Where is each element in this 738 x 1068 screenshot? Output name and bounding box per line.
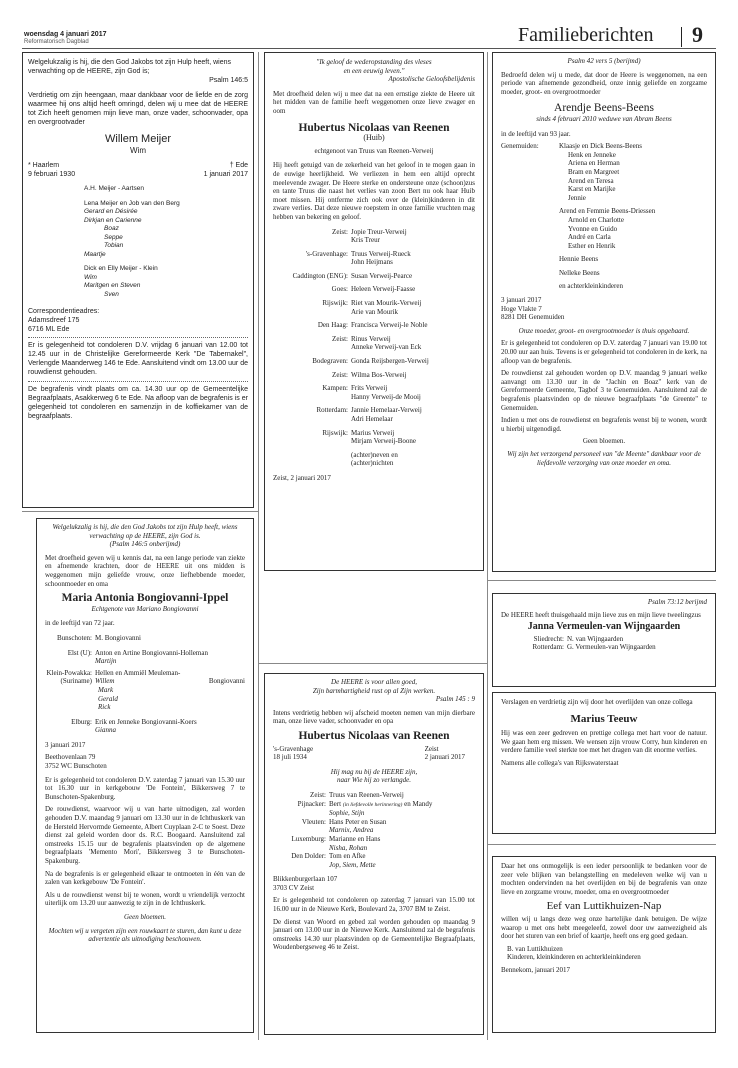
relative-place: Goes: xyxy=(331,285,348,294)
widow-line: sinds 4 februari 2010 weduwe van Abram Beens xyxy=(536,114,672,123)
address-street: Adamsdreef 175 xyxy=(28,317,80,324)
relative-name: Rinus Verweij xyxy=(351,334,391,343)
relative-names: N. van Wijngaarden xyxy=(567,634,624,643)
family-list xyxy=(28,185,248,299)
address-city: 3752 WC Bunschoten xyxy=(45,762,107,771)
relative-names xyxy=(351,384,475,401)
closing-note: Mochten wij u vergeten zijn een rouwkaart te sturen, dan kunt u deze advertentie als uitnodiging beschouwen. xyxy=(48,926,242,944)
relative-couple: Anton en Artine Bongiovanni-Holleman xyxy=(95,648,208,657)
relative-place: 's-Gravenhage: xyxy=(305,249,348,258)
quote-line: en een eeuwig leven." xyxy=(343,66,405,75)
age-line: in de leeftijd van 93 jaar. xyxy=(501,129,571,138)
relative-name: Wilma Bos-Verweij xyxy=(351,370,407,379)
grandchildren-list xyxy=(45,686,245,712)
motto xyxy=(273,768,475,785)
relative-row xyxy=(273,835,475,852)
relative-names xyxy=(351,371,475,380)
relative-name: Heleen Verweij-Faasse xyxy=(351,285,416,294)
relative-place: Caddington (ENG): xyxy=(292,271,348,280)
tribute-text: Hij was een zeer gedreven en prettige collega met hart voor de natuur. We gaan hem erg missen. We wensen zijn vrouw Corry, hun kinderen en verdere familie veel sterkte toe met het dragen van dit enorme verlies. xyxy=(501,729,707,755)
relative-place: Rijswijk: xyxy=(322,299,348,308)
relative-name: en Mandy xyxy=(404,799,433,808)
deceased-name: Hubertus Nicolaas van Reenen xyxy=(298,729,450,742)
motto-line: Hij mag nu bij de HEERE zijn, xyxy=(330,767,418,776)
family-member: Jennie xyxy=(568,193,586,202)
divider xyxy=(28,337,248,338)
page-number: 9 xyxy=(692,22,703,47)
family-member: en achterkleinkinderen xyxy=(559,282,623,291)
relative-place: Bunschoten: xyxy=(57,633,92,642)
family-member: Bram en Margreet xyxy=(568,167,620,176)
relative-name: Susan Verweij-Pearce xyxy=(351,271,413,280)
psalm-reference: Psalm 73:12 berijmd xyxy=(647,598,707,606)
deceased-name: Maria Antonia Bongiovanni-Ippel xyxy=(61,592,229,605)
condolence-info: Er is gelegenheid tot condoleren D.V. zaterdag 7 januari van 15.30 uur tot 16.30 uur in kerkgebouw 'De Fontein', Bikkersweg 7 te Bunschoten-Spakenburg. xyxy=(45,775,245,801)
section-title: Familieberichten xyxy=(518,24,654,46)
address-street: Blikkenburgerlaan 107 xyxy=(273,875,338,884)
relative-names xyxy=(351,299,475,316)
relative-couple: Hans Peter en Susan xyxy=(329,817,387,826)
relative-place: Den Haag: xyxy=(317,321,348,330)
relative-place: Luxemburg: xyxy=(291,834,326,843)
announcement-intro: Intens verdrietig hebben wij afscheid moeten nemen van mijn dierbare man, onze lieve vader, schoonvader en opa xyxy=(273,708,475,726)
age-line: in de leeftijd van 72 jaar. xyxy=(45,619,115,628)
relative-name: Francisca Verweij-le Noble xyxy=(351,321,428,330)
relative-names: G. Vermeulen-van Wijngaarden xyxy=(567,643,656,652)
ad-wijngaarden xyxy=(492,593,716,687)
relative-couple: Tom en Afke xyxy=(329,852,366,861)
row-rule-right-2 xyxy=(488,844,716,845)
condolence-info: Er is gelegenheid tot condoleren op zaterdag 7 januari van 15.00 tot 16.00 uur in de Nieuwe Kerk, Boulevard 2a, 3707 BM te Zeist. xyxy=(273,896,475,914)
address xyxy=(273,875,475,892)
row-rule-right-1 xyxy=(488,580,716,581)
relative-names xyxy=(351,335,475,352)
relative-row xyxy=(273,818,475,835)
row-rule-left xyxy=(22,511,258,512)
relative-row xyxy=(501,635,707,644)
address-city: 6716 ML Ede xyxy=(28,326,70,333)
header-separator xyxy=(681,27,682,47)
lying-in-state: Onze moeder, groot- en overgrootmoeder is thuis opgebaard. xyxy=(518,326,690,335)
announcement-intro: Verdrietig om zijn heengaan, maar dankbaar voor de liefde en de zorg waarmee hij ons altijd heeft omringd, delen wij u mee dat de HEERE tot Zich heeft genomen mijn lieve man, onze vader, schoonvader, opa en overgrootvader xyxy=(28,92,248,126)
thanks-text: willen wij u langs deze weg onze hartelijke dank betuigen. De wijze waarop u met ons hebt meegeleefd, zowel door uw aanwezigheid als door het sturen van een brief of kaartje, heeft ons erg goed gedaan. xyxy=(501,914,707,941)
family-member: Maritgen en Steven xyxy=(84,282,141,289)
birth-death-row xyxy=(28,161,248,170)
family-member: Karst en Marijke xyxy=(568,185,616,194)
condolence-info: Er is gelegenheid tot condoleren op D.V. zaterdag 7 januari van 19.00 tot 20.00 uur aan huis. Tevens is er gelegenheid tot condoleren in de kerk, na afloop van de begrafenis. xyxy=(501,339,707,365)
quote-line: "Ik geloof de wederopstanding des vleses xyxy=(316,58,432,66)
relative-name: Anneke Verweij-van Eck xyxy=(351,343,422,352)
grandchild: Mark xyxy=(98,685,114,694)
relative-place: Zeist: xyxy=(332,334,348,343)
family-member: Lena Meijer en Job van den Berg xyxy=(84,199,180,207)
death-date: 1 januari 2017 xyxy=(203,171,248,178)
relative-names xyxy=(351,228,475,245)
creed-quote xyxy=(273,58,475,75)
relative-row xyxy=(273,357,475,366)
psalm-reference: Psalm 146:5 xyxy=(209,77,248,84)
family-list xyxy=(559,142,707,291)
relative-name: Marius Verweij xyxy=(351,428,395,437)
grandchildren: Jop, Siem, Mette xyxy=(329,860,376,869)
family-member: Arend en Teresa xyxy=(568,176,614,185)
ad-teeuw xyxy=(492,692,716,834)
spouse-line: Echtgenote van Mariano Bongiovanni xyxy=(91,604,199,613)
relative-name: Frits Verweij xyxy=(351,384,388,393)
relative-names xyxy=(351,285,475,294)
grandchildren: Marnix, Andrea xyxy=(329,826,374,835)
relative-names xyxy=(95,677,245,686)
deceased-nickname: Wim xyxy=(130,146,146,155)
after-funeral-info: Na de begrafenis is er gelegenheid elkaar te ontmoeten in één van de zalen van kerkgebouw 'De Fontein'. xyxy=(45,869,245,887)
relative-row xyxy=(273,299,475,316)
family-member: Tobian xyxy=(104,242,124,249)
relative-names xyxy=(351,250,475,267)
memorial-note: (in liefdevolle herinnering) xyxy=(342,801,403,808)
relative-place: Vleuten: xyxy=(301,817,326,826)
address-street: Beethovenlaan 79 xyxy=(45,753,96,762)
family-member: Arend en Femmie Beens-Driessen xyxy=(559,207,656,216)
relative-place: Rotterdam: xyxy=(316,406,348,415)
thanks-intro: Daar het ons onmogelijk is een ieder persoonlijk te bedanken voor de zeer vele blijken van belangstelling en medeleven welke wij van u mochten ondervinden na het overlijden en bij de begrafenis van onze lieve en zorgzame vrouw, moeder, oma en overgrootmoeder xyxy=(501,862,707,896)
announcement-intro: Verslagen en verdrietig zijn wij door het overlijden van onze collega xyxy=(501,698,693,706)
death xyxy=(425,745,465,762)
family-member: Boaz xyxy=(104,225,119,232)
announcement-intro: Bedroefd delen wij u mede, dat door de Heere is weggenomen, na een periode van afnemende gezondheid, onze innig geliefde en zorgzame moeder, groot- en overgrootmoeder xyxy=(501,70,707,96)
relative-place: Bodegraven: xyxy=(312,357,348,366)
relative-couple: Erik en Jenneke Bongiovanni-Koers xyxy=(95,717,197,726)
family-member: Hennie Beens xyxy=(559,255,599,264)
family-member: Klaasje en Dick Beens-Beens xyxy=(559,142,642,151)
newspaper-name: Reformatorisch Dagblad xyxy=(24,39,89,45)
family-member: Esther en Henrik xyxy=(568,241,616,250)
ad-bongiovanni xyxy=(36,518,254,1033)
family-member: Arnold en Charlotte xyxy=(568,215,624,224)
place-date: Zeist, 2 januari 2017 xyxy=(273,473,331,482)
family-member: André en Carla xyxy=(568,233,611,242)
relative-child: Willem xyxy=(95,677,115,686)
relatives-list xyxy=(273,228,475,468)
relative-name: Kris Treur xyxy=(351,236,380,245)
signature: Namens alle collega's van Rijkswaterstaat xyxy=(501,758,619,767)
relative-names xyxy=(329,818,475,835)
relative-names xyxy=(351,406,475,423)
psalm-reference: Psalm 42 vers 5 (berijmd) xyxy=(567,57,641,65)
birth-date: 18 juli 1934 xyxy=(273,753,307,762)
ad-nap xyxy=(492,856,716,1033)
place-date: Bennekom, januari 2017 xyxy=(501,965,571,974)
relative-names: Truus van Reenen-Verweij xyxy=(329,790,404,799)
relative-name: Bert xyxy=(329,799,342,808)
family-place: Genemuiden: xyxy=(501,142,539,151)
relative-child: Martijn xyxy=(95,657,117,666)
deceased-name: Marius Teeuw xyxy=(570,712,638,725)
relative-place: Rijswijk: xyxy=(322,428,348,437)
deceased-name: Arendje Beens-Beens xyxy=(554,102,654,115)
family-member: Yvonne en Guido xyxy=(568,224,618,233)
family-member: Ariena en Herman xyxy=(568,159,620,168)
relative-place: Elburg: xyxy=(71,717,92,726)
relative-place: Elst (U): xyxy=(67,648,92,657)
relative-name: (achter)nichten xyxy=(351,459,394,468)
signatures xyxy=(501,945,707,962)
signature: B. van Luttikhuizen xyxy=(507,944,563,953)
verse-line: Zijn barmhartigheid rust op al Zijn werken. xyxy=(312,686,436,695)
relative-row xyxy=(273,451,475,468)
relative-name: Jopie Treur-Verweij xyxy=(351,227,407,236)
ad-van-reenen-family xyxy=(264,52,484,571)
grandchild: Gerald xyxy=(98,694,118,703)
birth-date: 9 februari 1930 xyxy=(28,171,76,178)
relative-name: Adri Hemelaar xyxy=(351,415,393,423)
tribute-text: Hij heeft getuigd van de zekerheid van het geloof in te mogen gaan in de euwige heerlijkheid. We verliezen in hem een altijd oprecht meelevende zwager. De Heere sterke en ondersteune onze (schoon)zus en tante Truus die naast het verlies van zoon Bert nu ook haar Huib moet missen. Hij ontferme zich ook over de (klein)kinderen in dit zware verlies. Dat deze nieuwe roepstem in onze familie vruchten mag hebben van bekering en geloof. xyxy=(273,161,475,221)
attendance-request: Als u de rouwdienst wenst bij te wonen, wordt u vriendelijk verzocht uiterlijk om 13.20 uur aanwezig te zijn in de Ichthuskerk. xyxy=(45,890,245,908)
relative-name: Arie van Mourik xyxy=(351,307,399,316)
service-info: De dienst van Woord en gebed zal worden gehouden op maandag 9 januari om 13.00 uur in de Nieuwe Kerk. Aansluitend zal de begrafenis omstreeks 14.30 uur plaatsvinden op de Gemeentelijke Begraafplaats, Woudenbergseweg 46 te Zeist. xyxy=(273,917,475,952)
relative-name: Mirjam Verweij-Boone xyxy=(351,437,416,446)
invitation: Indien u met ons de rouwdienst en begrafenis wenst bij te wonen, wordt u hierbij uitgenodigd. xyxy=(501,416,707,433)
relative-names xyxy=(329,852,475,869)
relative-row xyxy=(273,429,475,446)
relative-place: Den Dolder: xyxy=(291,852,326,861)
death-place: Zeist xyxy=(424,744,439,753)
ad-van-reenen-wife xyxy=(264,673,484,1035)
address-city: 3703 CV Zeist xyxy=(273,883,315,892)
announcement-intro: Met droefheid geven wij u kennis dat, na een lange periode van ziekte en afnemende krachten, door de HEERE uit ons midden is weggenomen mijn geliefde vrouw, onze liefhebbende moeder, schoonmoeder en oma xyxy=(45,553,245,588)
address-street: Hoge Vlakte 7 xyxy=(501,304,542,313)
funeral-info: De begrafenis vindt plaats om ca. 14.30 uur op de Gemeentelijke Begraafplaats, Asakkerweg 6 te Ede. Na afloop van de begrafenis is er gelegenheid tot condoleren en samenzijn in de koffiekamer van de begraafplaats. xyxy=(28,386,248,420)
relative-row xyxy=(273,335,475,352)
relative-place: Zeist: xyxy=(332,370,348,379)
relative-name: Riet van Mourik-Verweij xyxy=(351,299,422,308)
header-rule xyxy=(22,48,716,49)
address-label: Correspondentieadres: xyxy=(28,308,100,315)
bible-verse xyxy=(273,678,475,695)
relative-names: M. Bongiovanni xyxy=(95,633,141,642)
relative-place: Rotterdam: xyxy=(532,643,564,652)
relative-row xyxy=(273,791,475,800)
service-info: De rouwdienst zal gehouden worden op D.V. maandag 9 januari welke aanvangt om 13.30 uur in de "Jachin en Boaz" kerk van de Gereformeerde Gemeente, Tagbof 3 te Genemuiden. Aansluitend zal de begrafenis plaatsvinden op de nieuwe begraafplaats "de Greente" te Genemuiden. xyxy=(501,369,707,412)
relative-row-continued xyxy=(45,677,245,686)
relative-row xyxy=(273,272,475,281)
relative-names xyxy=(95,718,245,735)
divider xyxy=(28,381,248,382)
birth xyxy=(273,745,313,762)
deceased-nickname: (Huib) xyxy=(363,133,385,143)
relative-row xyxy=(273,371,475,380)
relative-names xyxy=(351,272,475,281)
relative-row xyxy=(45,634,245,643)
announcement-intro: De HEERE heeft thuisgehaald mijn lieve zus en mijn lieve tweelingzus xyxy=(501,610,701,619)
relative-surname: Bongiovanni xyxy=(208,677,245,686)
column-rule-right xyxy=(487,52,488,1040)
family-member: Wim xyxy=(84,273,97,281)
family-member: Henk en Jenneke xyxy=(568,150,616,159)
signature: Kinderen, kleinkinderen en achterkleinkinderen xyxy=(507,953,641,962)
date-address xyxy=(501,296,707,322)
relative-place: Kampen: xyxy=(322,384,348,393)
relative-place: Zeist: xyxy=(332,227,348,236)
condolence-info: Er is gelegenheid tot condoleren D.V. vrijdag 6 januari van 12.00 tot 12.45 uur in de Christelijke Gereformeerde Kerk "De Tabernakel", Verlengde Maanderweg 146 te Ede. Aansluitend vindt om 13.00 uur de rouwdienst gehouden. xyxy=(28,342,248,376)
spouse-line: echtgenoot van Truus van Reenen-Verweij xyxy=(314,146,434,155)
relative-row xyxy=(45,669,245,678)
family-member: Maartje xyxy=(84,250,106,258)
no-flowers: Geen bloemen. xyxy=(124,912,166,921)
relative-names xyxy=(329,835,475,852)
birth-place: * Haarlem xyxy=(28,162,60,169)
family-member: Seppe xyxy=(104,233,123,241)
relative-row xyxy=(45,718,245,735)
relative-name: Gonda Reijsbergen-Verweij xyxy=(351,357,429,366)
row-rule-mid xyxy=(259,663,487,664)
family-member: Dick en Elly Meijer - Klein xyxy=(84,265,158,272)
grandchildren: Nisha, Rohan xyxy=(329,843,368,852)
relative-names xyxy=(351,321,475,330)
correspondence-address xyxy=(28,307,248,334)
service-info: De rouwdienst, waarvoor wij u van harte uitnodigen, zal worden gehouden D.V. maandag 9 januari om 13.30 uur in de Ichthuskerk van de Hersteld Hervormde Gemeente, Albert Cuyplaan 2-C te Soest. Deze dienst zal geleid worden door ds. R.C. Boogaard. Aansluitend zal omstreeks 15.15 uur de begrafenis plaatsvinden op de algemene begraafplaats 'Memento Mori', Bikkersweg 3 te Bunschoten-Spakenburg. xyxy=(45,805,245,865)
deceased-name: Janna Vermeulen-van Wijngaarden xyxy=(527,621,681,633)
family-member: Gerard en Désirée xyxy=(84,208,138,215)
relative-place xyxy=(273,451,351,468)
relative-name: Hanny Verweij-de Mooij xyxy=(351,392,421,401)
relative-names xyxy=(95,649,245,666)
relative-names xyxy=(351,451,475,468)
grandchildren: Sophie, Stijn xyxy=(329,809,365,818)
announcement-date: 3 januari 2017 xyxy=(501,296,542,305)
bible-verse: Welgelukzalig is hij, die den God Jakobs tot zijn Hulp heeft, wiens verwachting op de HEERE, zijn God is; xyxy=(28,59,231,75)
deceased-name: Hubertus Nicolaas van Reenen xyxy=(298,121,450,134)
verse-line: De HEERE is voor allen goed, xyxy=(331,678,417,686)
relative-place: Klein-Powakka: xyxy=(46,668,92,677)
address-city: 8281 DH Genemuiden xyxy=(501,313,565,322)
deceased-name: Eef van Luttikhuizen-Nap xyxy=(546,900,662,913)
relative-row xyxy=(273,406,475,423)
family-member: A.H. Meijer - Aartsen xyxy=(84,185,144,192)
bible-verse: Welgelukzalig is hij, die den God Jakobs tot zijn Hulp heeft, wiens verwachting op de HEERE, zijn God is. xyxy=(52,523,238,540)
announcement-intro: Met droefheid delen wij u mee dat na een ernstige ziekte de Heere uit het midden van de familie heeft weggenomen onze lieve zwager en oom xyxy=(273,89,475,115)
relative-names xyxy=(351,429,475,446)
family-member: Nelleke Beens xyxy=(559,268,600,277)
relative-row xyxy=(273,228,475,245)
relative-name: (achter)neven en xyxy=(351,450,398,459)
relative-row xyxy=(273,250,475,267)
no-flowers: Geen bloemen. xyxy=(582,437,626,446)
death-place: † Ede xyxy=(229,162,248,169)
relative-place: Pijnacker: xyxy=(297,799,326,808)
relative-child: Gianna xyxy=(95,726,116,735)
relative-row xyxy=(501,643,707,652)
family-block xyxy=(501,142,707,291)
relative-names: Hellen en Ammiël Meuleman- xyxy=(95,668,181,677)
birth-place: 's-Gravenhage xyxy=(273,744,314,753)
relative-row xyxy=(273,384,475,401)
birth-death-dates xyxy=(28,170,248,179)
grandchild: Rick xyxy=(98,703,111,712)
birth-death-row xyxy=(273,745,475,762)
relative-place: Sliedrecht: xyxy=(533,634,564,643)
family-member: Sven xyxy=(104,290,119,298)
relative-name: Jannie Hemelaar-Verweij xyxy=(351,406,422,415)
relative-couple: Marianne en Hans xyxy=(329,834,381,843)
address xyxy=(45,753,245,770)
issue-date: woensdag 4 januari 2017 xyxy=(24,31,107,38)
ad-willem-meijer xyxy=(22,52,254,508)
psalm-reference: (Psalm 146:5 onberijmd) xyxy=(109,540,181,549)
relative-names xyxy=(351,357,475,366)
relative-row xyxy=(273,852,475,869)
motto-line: naar Wie hij zo verlangde. xyxy=(336,776,412,785)
relative-place: (Suriname) xyxy=(60,677,92,686)
deceased-name: Willem Meijer xyxy=(105,133,171,145)
ad-beens xyxy=(492,52,716,572)
relative-row xyxy=(273,321,475,330)
quote-source: Apostolische Geloofsbelijdenis xyxy=(388,75,475,84)
relative-name: John Heijmans xyxy=(351,258,393,267)
relative-place: Zeist: xyxy=(310,790,326,799)
psalm-reference: Psalm 145 : 9 xyxy=(435,695,475,704)
relative-row xyxy=(45,649,245,666)
thanks-note: Wij zijn het verzorgend personeel van "de Meente" dankbaar voor de liefdevolle verzorging van onze moeder en oma. xyxy=(507,449,701,467)
announcement-date: 3 januari 2017 xyxy=(45,740,86,749)
relative-row xyxy=(273,800,475,818)
family-member: Dirkjan en Carienne xyxy=(84,216,142,224)
death-date: 2 januari 2017 xyxy=(424,753,465,762)
column-rule-left xyxy=(258,52,259,1040)
relative-names xyxy=(329,800,475,818)
relative-row xyxy=(273,285,475,294)
relative-name: Truus Verweij-Rueck xyxy=(351,249,411,258)
